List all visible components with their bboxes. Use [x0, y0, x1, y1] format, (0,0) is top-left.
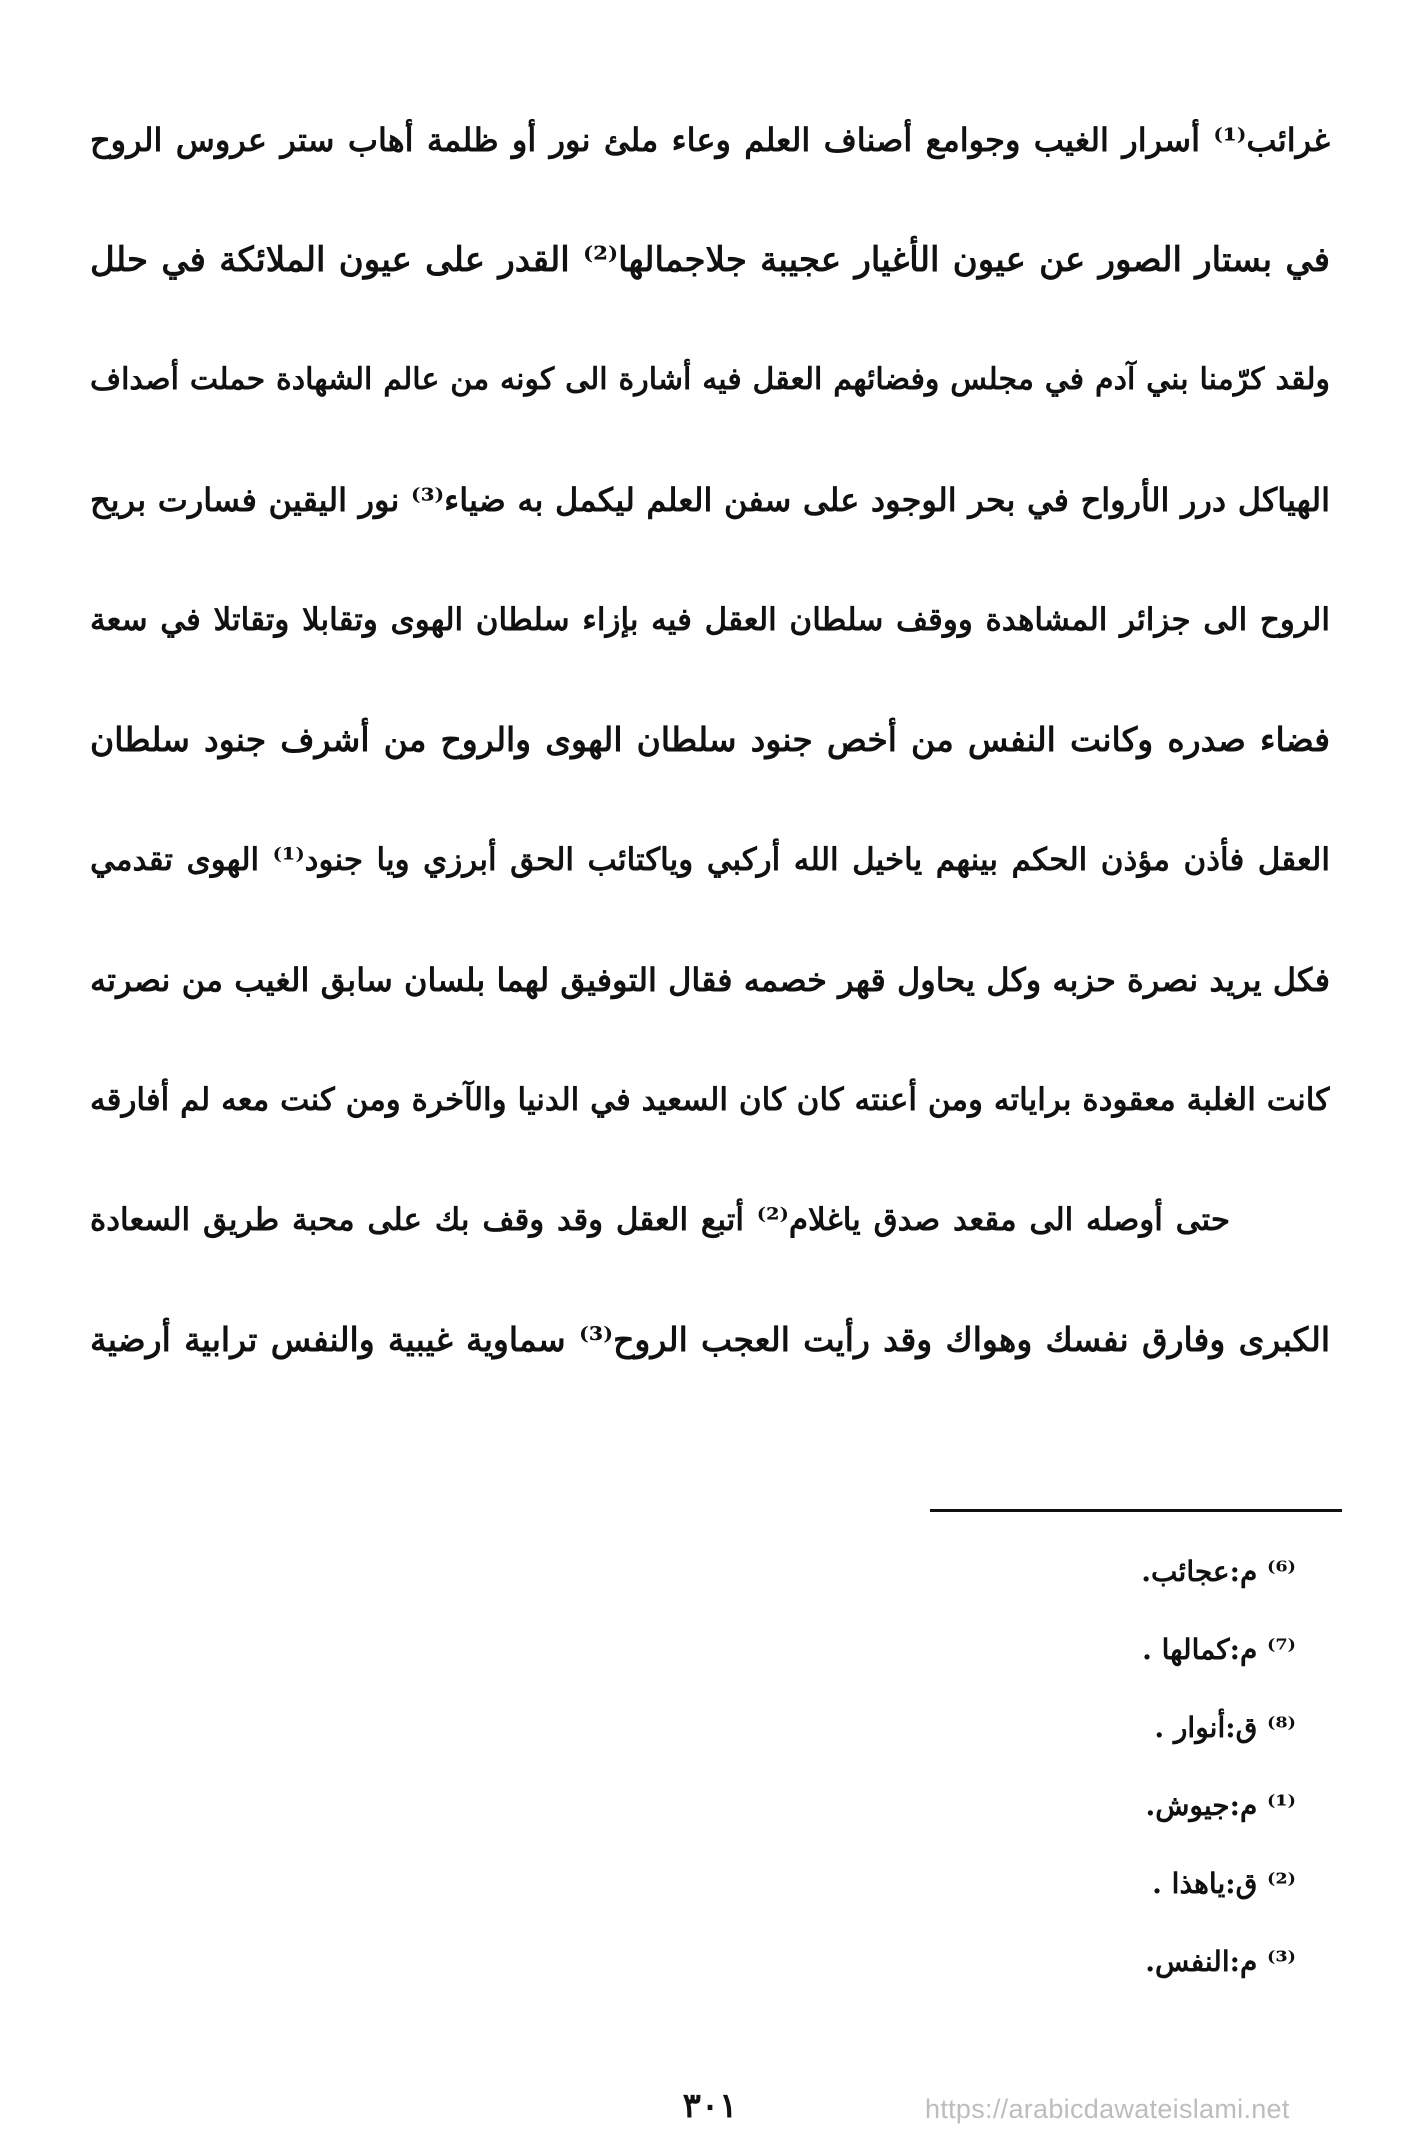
text-line: الهياكل درر الأرواح في بحر الوجود على سفن العلم ليكمل به ضياء⁽³⁾ نور اليقين فسارت بريح [90, 481, 1330, 519]
footnote: ⁽⁶⁾ م:عجائب. [1141, 1555, 1296, 1588]
footnote: ⁽⁸⁾ ق:أنوار . [1154, 1711, 1296, 1744]
watermark-url: https://arabicdawateislami.net [925, 2094, 1290, 2124]
text-line: حتى أوصله الى مقعد صدق ياغلام⁽²⁾ أتبع العقل وقد وقف بك على محبة طريق السعادة [90, 1202, 1231, 1238]
footnote: ⁽²⁾ ق:ياهذا . [1152, 1867, 1296, 1900]
text-line: الكبرى وفارق نفسك وهواك وقد رأيت العجب الروح⁽³⁾ سماوية غيبية والنفس ترابية أرضية [90, 1320, 1330, 1359]
text-line: في بستار الصور عن عيون الأغيار عجيبة جلاجمالها⁽²⁾ القدر على عيون الملائكة في حلل [90, 240, 1330, 280]
text-line: فضاء صدره وكانت النفس من أخص جنود سلطان الهوى والروح من أشرف جنود سلطان [90, 720, 1330, 759]
footnote: ⁽¹⁾ م:جيوش. [1145, 1789, 1296, 1822]
text-line: العقل فأذن مؤذن الحكم بينهم ياخيل الله أركبي وياكتائب الحق أبرزي ويا جنود⁽¹⁾ الهوى تقدمي [90, 842, 1330, 878]
text-line: غرائب⁽¹⁾ أسرار الغيب وجوامع أصناف العلم وعاء ملئ نور أو ظلمة أهاب ستر عروس الروح [90, 121, 1330, 159]
text-line: فكل يريد نصرة حزبه وكل يحاول قهر خصمه فقال التوفيق لهما بلسان سابق الغيب من نصرته [90, 961, 1330, 999]
body-text [90, 98, 1330, 1418]
text-line: ولقد كرّمنا بني آدم في مجلس وفضائهم العقل فيه أشارة الى كونه من عالم الشهادة حملت أصداف [90, 362, 1330, 397]
text-line: كانت الغلبة معقودة براياته ومن أعنته كان كان السعيد في الدنيا والآخرة ومن كنت معه لم أفارقه [90, 1082, 1330, 1118]
page-number: ٣٠١ [682, 2086, 738, 2126]
footnotes [776, 1542, 1296, 2010]
footnote: ⁽⁷⁾ م:كمالها . [1142, 1633, 1296, 1666]
footnote: ⁽³⁾ م:النفس. [1145, 1945, 1296, 1978]
footnote-separator [930, 1509, 1342, 1512]
text-line: الروح الى جزائر المشاهدة ووقف سلطان العقل فيه بإزاء سلطان الهوى وتقابلا وتقاتلا في سعة [90, 602, 1330, 638]
